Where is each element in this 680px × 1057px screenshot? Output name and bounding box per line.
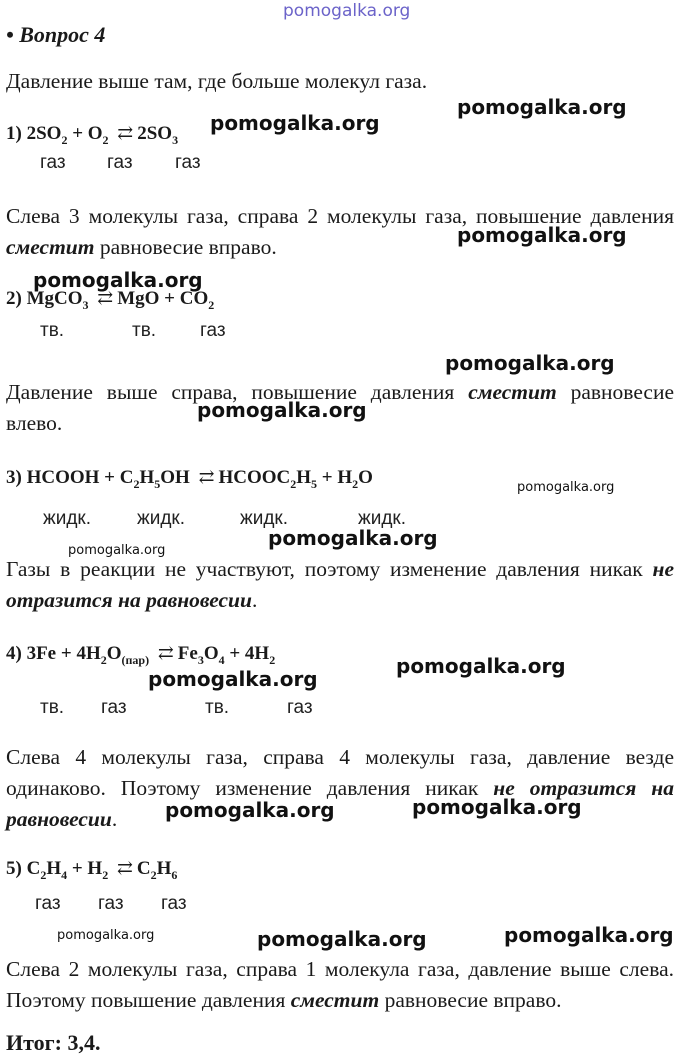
watermark[interactable]: pomogalka.org [412,795,582,819]
state-label: жидк. [240,508,289,529]
state-label: газ [40,152,66,173]
explanation-4: Слева 4 молекулы газа, справа 4 молекулы газа, давление везде одинаково. Поэтому изменение давления никак не отразится на равновесии. [6,745,674,831]
state-label: тв. [205,697,230,718]
state-label: газ [98,893,124,914]
watermark[interactable]: pomogalka.org [457,223,627,247]
watermark-top[interactable]: pomogalka.org [283,1,411,21]
watermark[interactable]: pomogalka.org [504,923,674,947]
reaction-5: 5) $C_2H_4 + H_2$ ⇄ $C_2H_6$ [6,858,178,882]
watermark[interactable]: pomogalka.org [197,398,367,422]
state-label: тв. [40,320,65,341]
watermark[interactable]: pomogalka.org [445,351,615,375]
explanation-2: Давление выше справа, повышение давления сместит равновесие влево. [6,380,674,435]
state-label: газ [107,152,133,173]
final-answer: Итог: 3,4. [6,1030,101,1055]
state-label: тв. [40,697,65,718]
reaction-number: 3) [6,467,22,488]
watermark[interactable]: pomogalka.org [165,798,335,822]
intro-text: Давление выше там, где больше молекул газа. [6,69,428,93]
state-label: газ [35,893,61,914]
state-label: тв. [132,320,157,341]
state-label: жидк. [137,508,186,529]
watermark[interactable]: pomogalka.org [33,268,203,292]
watermark[interactable]: pomogalka.org [210,111,380,135]
watermark[interactable]: pomogalka.org [57,928,155,943]
state-label: газ [161,893,187,914]
watermark[interactable]: pomogalka.org [257,927,427,951]
reaction-3: 3) HCOOH + $C_2H_5OH$ ⇄ $HCOOC_2H_5 + H_2O$ [6,467,373,491]
explanation-3: Газы в реакции не участвуют, поэтому изменение давления никак не отразится на равновесии. [6,557,674,612]
reaction-1: 1) $2SO_2 + O_2$ ⇄ $2SO_3$ [6,123,179,147]
question-heading: • Вопрос 4 [6,22,106,47]
watermark[interactable]: pomogalka.org [268,526,438,550]
equilibrium-arrow-icon: ⇄ [97,288,114,309]
equilibrium-arrow-icon: ⇄ [117,123,134,144]
watermark[interactable]: pomogalka.org [68,543,166,558]
watermark[interactable]: pomogalka.org [457,95,627,119]
state-label: газ [101,697,127,718]
state-label: жидк. [43,508,92,529]
reaction-number: 5) [6,858,22,879]
equilibrium-arrow-icon: ⇄ [157,643,174,664]
reaction-number: 4) [6,643,22,664]
reaction-number: 2) [6,288,22,309]
watermark[interactable]: pomogalka.org [517,480,615,495]
reaction-4: 4) $3Fe + 4H_2O_{(пар)}$ ⇄ $Fe_3O_4 + 4H_2$ [6,643,276,667]
reaction-2: 2) MgCO$_3$ ⇄ MgO + $CO_2$ [6,288,215,312]
watermark[interactable]: pomogalka.org [148,667,318,691]
explanation-1: Слева 3 молекулы газа, справа 2 молекулы газа, повышение давления сместит равновесие вправо. [6,204,674,259]
state-label: газ [287,697,313,718]
state-label: газ [175,152,201,173]
explanation-5: Слева 2 молекулы газа, справа 1 молекула газа, давление выше слева. Поэтому повышение давления сместит равновесие вправо. [6,957,674,1012]
state-label: жидк. [358,508,407,529]
state-label: газ [200,320,226,341]
equilibrium-arrow-icon: ⇄ [198,467,215,488]
reaction-number: 1) [6,123,22,144]
watermark[interactable]: pomogalka.org [396,654,566,678]
equilibrium-arrow-icon: ⇄ [116,858,133,879]
